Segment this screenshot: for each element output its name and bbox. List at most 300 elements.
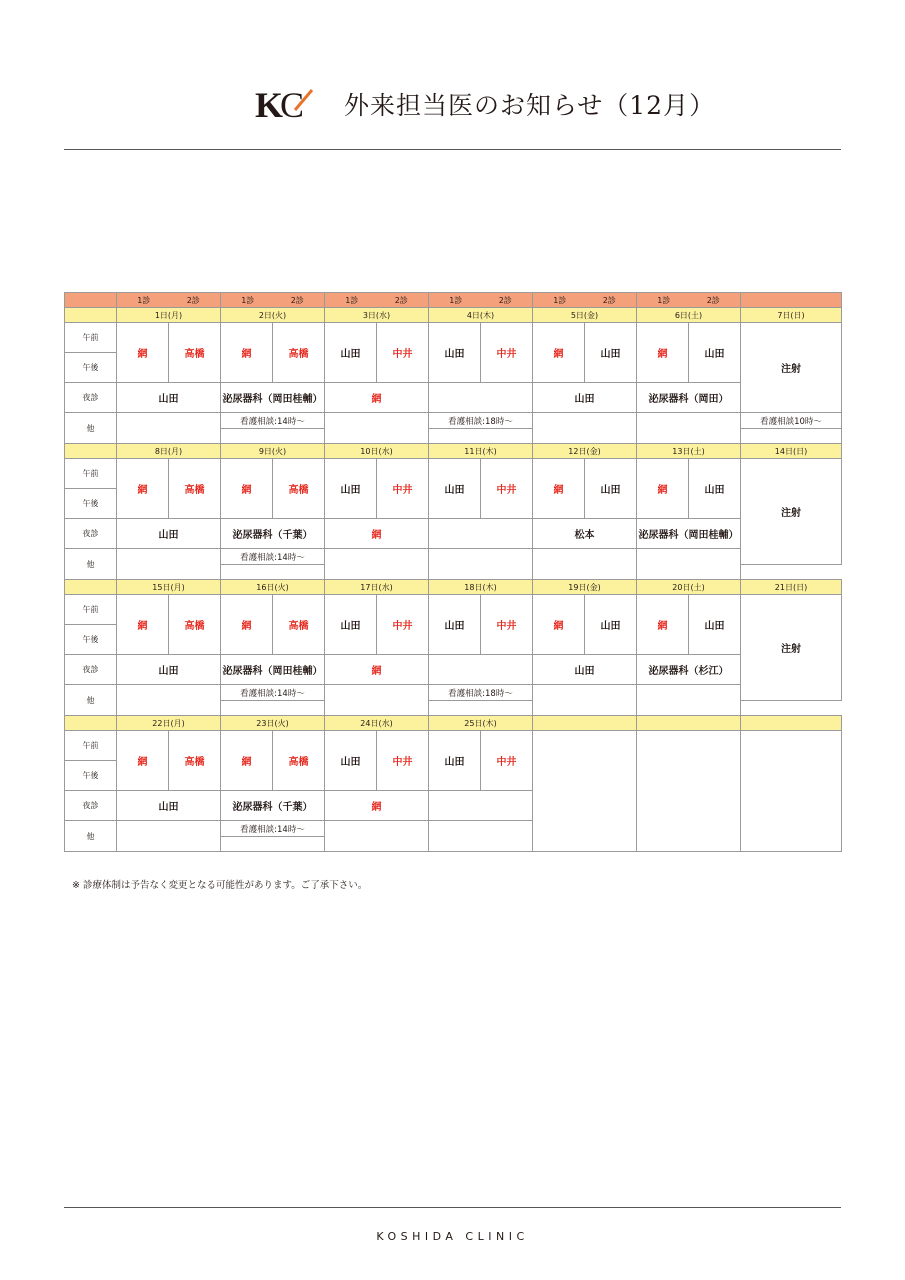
date-label: 18日(木)	[464, 582, 497, 592]
shin1-label: 1診	[241, 295, 255, 305]
empty-day-cell	[741, 731, 842, 852]
doctor-cell-shin2	[273, 459, 325, 519]
doctor-name: 中井	[392, 349, 413, 360]
night-cell	[221, 383, 325, 413]
date-cell	[325, 444, 429, 459]
other-cell-sub	[429, 701, 533, 716]
date-row	[65, 716, 842, 731]
row-label-night	[65, 383, 117, 413]
svg-text:C: C	[280, 86, 305, 124]
row-label-other	[65, 821, 117, 852]
other-cell	[117, 413, 221, 444]
date-cell	[117, 580, 221, 595]
doctor-cell-shin1	[637, 459, 689, 519]
bottom-divider	[64, 1207, 841, 1208]
doctor-name: 高橋	[288, 757, 309, 768]
doctor-name: 網	[241, 757, 252, 768]
night-doctor: 松本	[574, 530, 595, 541]
other-cell-sub	[429, 429, 533, 444]
corner-cell	[65, 293, 117, 308]
date-label: 20日(土)	[672, 582, 705, 592]
date-label: 3日(水)	[362, 310, 391, 320]
doctor-cell-shin1	[221, 731, 273, 791]
nursing-consult: 看護相談:14時～	[240, 552, 305, 563]
row-label: 午前	[82, 741, 99, 750]
date-cell	[221, 580, 325, 595]
row-label-am	[65, 459, 117, 489]
doctor-cell-shin1	[325, 323, 377, 383]
other-cell	[533, 549, 637, 580]
row-label-pm	[65, 625, 117, 655]
doctor-cell-shin1	[637, 323, 689, 383]
sunday-cell	[741, 595, 842, 701]
shin1-label: 1診	[553, 295, 567, 305]
am-row	[65, 459, 842, 489]
night-cell	[117, 655, 221, 685]
page-title: 外来担当医のお知らせ（12月）	[344, 91, 716, 120]
nursing-consult: 看護相談:14時～	[240, 416, 305, 427]
doctor-name: 山田	[340, 349, 361, 360]
doctor-name: 網	[241, 621, 252, 632]
night-cell	[325, 655, 429, 685]
doctor-name: 高橋	[184, 621, 205, 632]
shin-header-cell	[117, 293, 221, 308]
svg-text:K: K	[255, 86, 284, 124]
empty-day-cell	[533, 731, 637, 852]
date-cell	[325, 580, 429, 595]
sunday-cell	[741, 323, 842, 413]
nursing-consult: 看護相談:14時～	[240, 824, 305, 835]
date-cell	[117, 444, 221, 459]
sunday-cell	[741, 459, 842, 565]
doctor-name: 山田	[600, 349, 621, 360]
date-cell	[637, 716, 741, 731]
doctor-name: 中井	[496, 621, 517, 632]
shin2-label: 2診	[706, 295, 720, 305]
row-label-pm	[65, 353, 117, 383]
shin-pair	[639, 295, 738, 306]
row-label: 午後	[82, 363, 99, 372]
other-cell	[117, 685, 221, 716]
other-cell-sub	[221, 837, 325, 852]
shin2-label: 2診	[498, 295, 512, 305]
row-label: 夜診	[82, 665, 99, 674]
row-label: 他	[86, 559, 95, 569]
night-cell	[117, 519, 221, 549]
date-cell	[221, 716, 325, 731]
date-row	[65, 580, 842, 595]
doctor-name: 山田	[704, 349, 725, 360]
night-doctor: 泌尿器科（千葉）	[232, 802, 313, 813]
night-doctor: 網	[371, 530, 382, 541]
date-label: 25日(木)	[464, 718, 497, 728]
am-row	[65, 323, 842, 353]
date-label: 23日(火)	[256, 718, 289, 728]
other-cell	[221, 685, 325, 701]
row-label-night	[65, 519, 117, 549]
night-cell	[325, 791, 429, 821]
doctor-name: 網	[553, 485, 564, 496]
night-cell	[221, 791, 325, 821]
row-label-pm	[65, 489, 117, 519]
doctor-name: 山田	[444, 621, 465, 632]
am-row	[65, 731, 842, 761]
date-label: 15日(月)	[152, 582, 185, 592]
doctor-name: 山田	[444, 485, 465, 496]
nursing-consult: 看護相談:14時～	[240, 688, 305, 699]
other-row	[65, 685, 842, 701]
row-label: 午後	[82, 635, 99, 644]
doctor-cell-shin1	[221, 459, 273, 519]
date-cell	[429, 716, 533, 731]
night-doctor: 泌尿器科（杉江）	[648, 666, 729, 677]
date-cell	[637, 444, 741, 459]
other-cell	[429, 685, 533, 701]
row-label: 午前	[82, 605, 99, 614]
doctor-cell-shin2	[481, 595, 533, 655]
shin-pair	[431, 295, 530, 306]
doctor-name: 網	[137, 621, 148, 632]
date-cell	[741, 308, 842, 323]
row-label: 午後	[82, 771, 99, 780]
date-label: 24日(水)	[360, 718, 393, 728]
row-label: 他	[86, 695, 95, 705]
doctor-cell-shin2	[585, 459, 637, 519]
shin-pair	[119, 295, 218, 306]
date-row-label	[65, 580, 117, 595]
doctor-name: 高橋	[288, 349, 309, 360]
date-label: 5日(金)	[570, 310, 599, 320]
doctor-cell-shin1	[325, 595, 377, 655]
footer-clinic-name: KOSHIDA CLINIC	[376, 1230, 529, 1243]
doctor-name: 網	[137, 485, 148, 496]
other-cell	[117, 549, 221, 580]
other-cell	[533, 413, 637, 444]
doctor-cell-shin2	[689, 595, 741, 655]
other-cell	[117, 821, 221, 852]
doctor-name: 中井	[496, 349, 517, 360]
date-cell	[429, 444, 533, 459]
doctor-cell-shin1	[325, 731, 377, 791]
date-label: 14日(日)	[774, 446, 808, 456]
doctor-cell-shin1	[117, 595, 169, 655]
date-cell	[533, 580, 637, 595]
doctor-cell-shin2	[169, 731, 221, 791]
doctor-name: 山田	[600, 621, 621, 632]
date-label: 2日(火)	[258, 310, 287, 320]
night-doctor: 泌尿器科（岡田桂輔）	[222, 394, 323, 405]
doctor-cell-shin1	[221, 595, 273, 655]
night-row	[65, 519, 842, 549]
doctor-cell-shin2	[273, 595, 325, 655]
date-cell	[637, 580, 741, 595]
doctor-name: 山田	[444, 757, 465, 768]
other-row	[65, 413, 842, 429]
night-doctor: 網	[371, 394, 382, 405]
doctor-name: 網	[241, 349, 252, 360]
sunday-other-cell	[741, 413, 842, 429]
doctor-name: 網	[553, 349, 564, 360]
doctor-name: 山田	[704, 485, 725, 496]
row-label: 夜診	[82, 393, 99, 402]
sunday-other-cell-sub	[741, 429, 842, 444]
row-label-pm	[65, 761, 117, 791]
date-cell	[637, 308, 741, 323]
doctor-name: 高橋	[184, 757, 205, 768]
doctor-name: 中井	[392, 757, 413, 768]
night-doctor: 山田	[158, 802, 179, 813]
doctor-cell-shin1	[325, 459, 377, 519]
other-cell	[325, 685, 429, 716]
night-row	[65, 383, 842, 413]
date-label: 10日(水)	[360, 446, 393, 456]
other-cell	[325, 549, 429, 580]
other-cell-sub	[221, 565, 325, 580]
am-row	[65, 595, 842, 625]
date-label: 4日(木)	[466, 310, 495, 320]
date-cell	[221, 444, 325, 459]
doctor-name: 中井	[392, 621, 413, 632]
night-cell	[117, 791, 221, 821]
shin1-label: 1診	[449, 295, 463, 305]
night-doctor: 山田	[574, 666, 595, 677]
shin-header-cell	[637, 293, 741, 308]
doctor-name: 中井	[392, 485, 413, 496]
night-row	[65, 655, 842, 685]
night-cell	[637, 519, 741, 549]
row-label: 午前	[82, 469, 99, 478]
night-doctor: 山田	[158, 530, 179, 541]
date-cell	[429, 580, 533, 595]
date-row	[65, 308, 842, 323]
shin1-label: 1診	[657, 295, 671, 305]
night-cell	[429, 383, 533, 413]
column-header-row	[65, 293, 842, 308]
doctor-name: 高橋	[184, 485, 205, 496]
row-label: 午後	[82, 499, 99, 508]
other-cell	[221, 549, 325, 565]
date-label: 8日(月)	[154, 446, 183, 456]
row-label: 午前	[82, 333, 99, 342]
doctor-cell-shin2	[273, 731, 325, 791]
doctor-cell-shin2	[689, 459, 741, 519]
shin2-label: 2診	[602, 295, 616, 305]
row-label-am	[65, 595, 117, 625]
row-label-other	[65, 685, 117, 716]
other-cell	[429, 549, 533, 580]
night-doctor: 網	[371, 666, 382, 677]
row-label-night	[65, 655, 117, 685]
doctor-name: 網	[657, 621, 668, 632]
date-label: 12日(金)	[568, 446, 601, 456]
doctor-cell-shin2	[585, 323, 637, 383]
night-doctor: 網	[371, 802, 382, 813]
date-label: 13日(土)	[672, 446, 705, 456]
other-cell	[637, 685, 741, 716]
night-cell	[221, 655, 325, 685]
doctor-name: 山田	[340, 757, 361, 768]
date-cell	[533, 716, 637, 731]
sunday-service: 注射	[781, 644, 801, 655]
doctor-cell-shin1	[117, 323, 169, 383]
night-cell	[429, 519, 533, 549]
row-label: 夜診	[82, 529, 99, 538]
date-cell	[325, 308, 429, 323]
doctor-cell-shin1	[429, 731, 481, 791]
date-cell	[741, 444, 842, 459]
shin1-label: 1診	[345, 295, 359, 305]
shin2-label: 2診	[186, 295, 200, 305]
row-label: 夜診	[82, 801, 99, 810]
shin-header-cell	[429, 293, 533, 308]
doctor-name: 高橋	[288, 621, 309, 632]
doctor-cell-shin1	[221, 323, 273, 383]
doctor-cell-shin2	[377, 459, 429, 519]
doctor-cell-shin1	[117, 731, 169, 791]
doctor-name: 山田	[600, 485, 621, 496]
other-cell	[637, 549, 741, 580]
doctor-cell-shin1	[429, 459, 481, 519]
shin2-label: 2診	[290, 295, 304, 305]
night-cell	[533, 383, 637, 413]
row-label: 他	[86, 423, 95, 433]
sunday-service: 注射	[781, 508, 801, 519]
night-doctor: 泌尿器科（岡田桂輔）	[222, 666, 323, 677]
night-cell	[637, 383, 741, 413]
date-cell	[117, 716, 221, 731]
night-doctor: 山田	[158, 394, 179, 405]
disclaimer-note: ※ 診療体制は予告なく変更となる可能性があります。ご了承下さい。	[72, 880, 368, 891]
date-cell	[429, 308, 533, 323]
doctor-name: 山田	[704, 621, 725, 632]
doctor-name: 山田	[340, 485, 361, 496]
night-doctor: 山田	[574, 394, 595, 405]
date-cell	[117, 308, 221, 323]
doctor-cell-shin2	[169, 459, 221, 519]
shin-pair	[327, 295, 426, 306]
date-row-label	[65, 308, 117, 323]
doctor-cell-shin2	[377, 731, 429, 791]
doctor-name: 網	[137, 757, 148, 768]
doctor-cell-shin2	[377, 323, 429, 383]
date-row	[65, 444, 842, 459]
night-cell	[429, 655, 533, 685]
doctor-cell-shin1	[429, 595, 481, 655]
doctor-cell-shin1	[533, 595, 585, 655]
night-doctor: 泌尿器科（千葉）	[232, 530, 313, 541]
date-cell	[741, 716, 842, 731]
date-label: 7日(日)	[777, 310, 805, 320]
doctor-cell-shin1	[117, 459, 169, 519]
date-cell	[221, 308, 325, 323]
date-cell	[325, 716, 429, 731]
page-header	[0, 80, 905, 130]
nursing-consult: 看護相談10時～	[760, 416, 822, 427]
row-label-night	[65, 791, 117, 821]
date-label: 17日(水)	[360, 582, 393, 592]
doctor-cell-shin2	[169, 323, 221, 383]
doctor-name: 網	[137, 349, 148, 360]
row-label-other	[65, 549, 117, 580]
shin2-label: 2診	[394, 295, 408, 305]
other-cell	[221, 413, 325, 429]
nursing-consult: 看護相談:18時～	[448, 416, 513, 427]
doctor-cell-shin2	[377, 595, 429, 655]
other-cell	[325, 821, 429, 852]
night-doctor: 泌尿器科（岡田）	[648, 394, 729, 405]
clinic-logo	[255, 86, 317, 124]
doctor-cell-shin2	[273, 323, 325, 383]
nursing-consult: 看護相談:18時～	[448, 688, 513, 699]
night-cell	[533, 655, 637, 685]
date-cell	[741, 580, 842, 595]
shin-pair	[535, 295, 634, 306]
shin-header-cell	[741, 293, 842, 308]
night-doctor: 泌尿器科（岡田桂輔）	[638, 530, 739, 541]
shin-header-cell	[221, 293, 325, 308]
doctor-name: 網	[553, 621, 564, 632]
doctor-cell-shin2	[169, 595, 221, 655]
date-cell	[533, 308, 637, 323]
shin1-label: 1診	[137, 295, 151, 305]
night-cell	[637, 655, 741, 685]
date-row-label	[65, 444, 117, 459]
shin-header-cell	[533, 293, 637, 308]
other-cell	[429, 821, 533, 852]
other-cell-sub	[221, 429, 325, 444]
night-cell	[325, 383, 429, 413]
doctor-name: 山田	[340, 621, 361, 632]
doctor-name: 高橋	[184, 349, 205, 360]
other-cell	[533, 685, 637, 716]
night-cell	[325, 519, 429, 549]
doctor-name: 網	[657, 485, 668, 496]
doctor-cell-shin1	[533, 459, 585, 519]
other-cell	[221, 821, 325, 837]
date-label: 11日(木)	[464, 446, 497, 456]
shin-pair	[223, 295, 322, 306]
night-cell	[429, 791, 533, 821]
doctor-cell-shin2	[585, 595, 637, 655]
row-label-other	[65, 413, 117, 444]
row-label-am	[65, 323, 117, 353]
doctor-name: 網	[657, 349, 668, 360]
night-cell	[117, 383, 221, 413]
doctor-name: 高橋	[288, 485, 309, 496]
doctor-cell-shin1	[429, 323, 481, 383]
doctor-name: 中井	[496, 485, 517, 496]
row-label: 他	[86, 831, 95, 841]
sunday-service: 注射	[781, 364, 801, 375]
other-cell-sub	[221, 701, 325, 716]
empty-day-cell	[637, 731, 741, 852]
doctor-cell-shin1	[637, 595, 689, 655]
doctor-cell-shin2	[481, 323, 533, 383]
doctor-name: 中井	[496, 757, 517, 768]
night-doctor: 山田	[158, 666, 179, 677]
doctor-name: 網	[241, 485, 252, 496]
schedule-table	[64, 292, 842, 852]
date-label: 6日(土)	[674, 310, 703, 320]
night-cell	[221, 519, 325, 549]
date-cell	[533, 444, 637, 459]
doctor-name: 山田	[444, 349, 465, 360]
date-label: 19日(金)	[568, 582, 601, 592]
other-row	[65, 549, 842, 565]
other-cell	[325, 413, 429, 444]
date-label: 16日(火)	[256, 582, 289, 592]
date-label: 1日(月)	[154, 310, 183, 320]
